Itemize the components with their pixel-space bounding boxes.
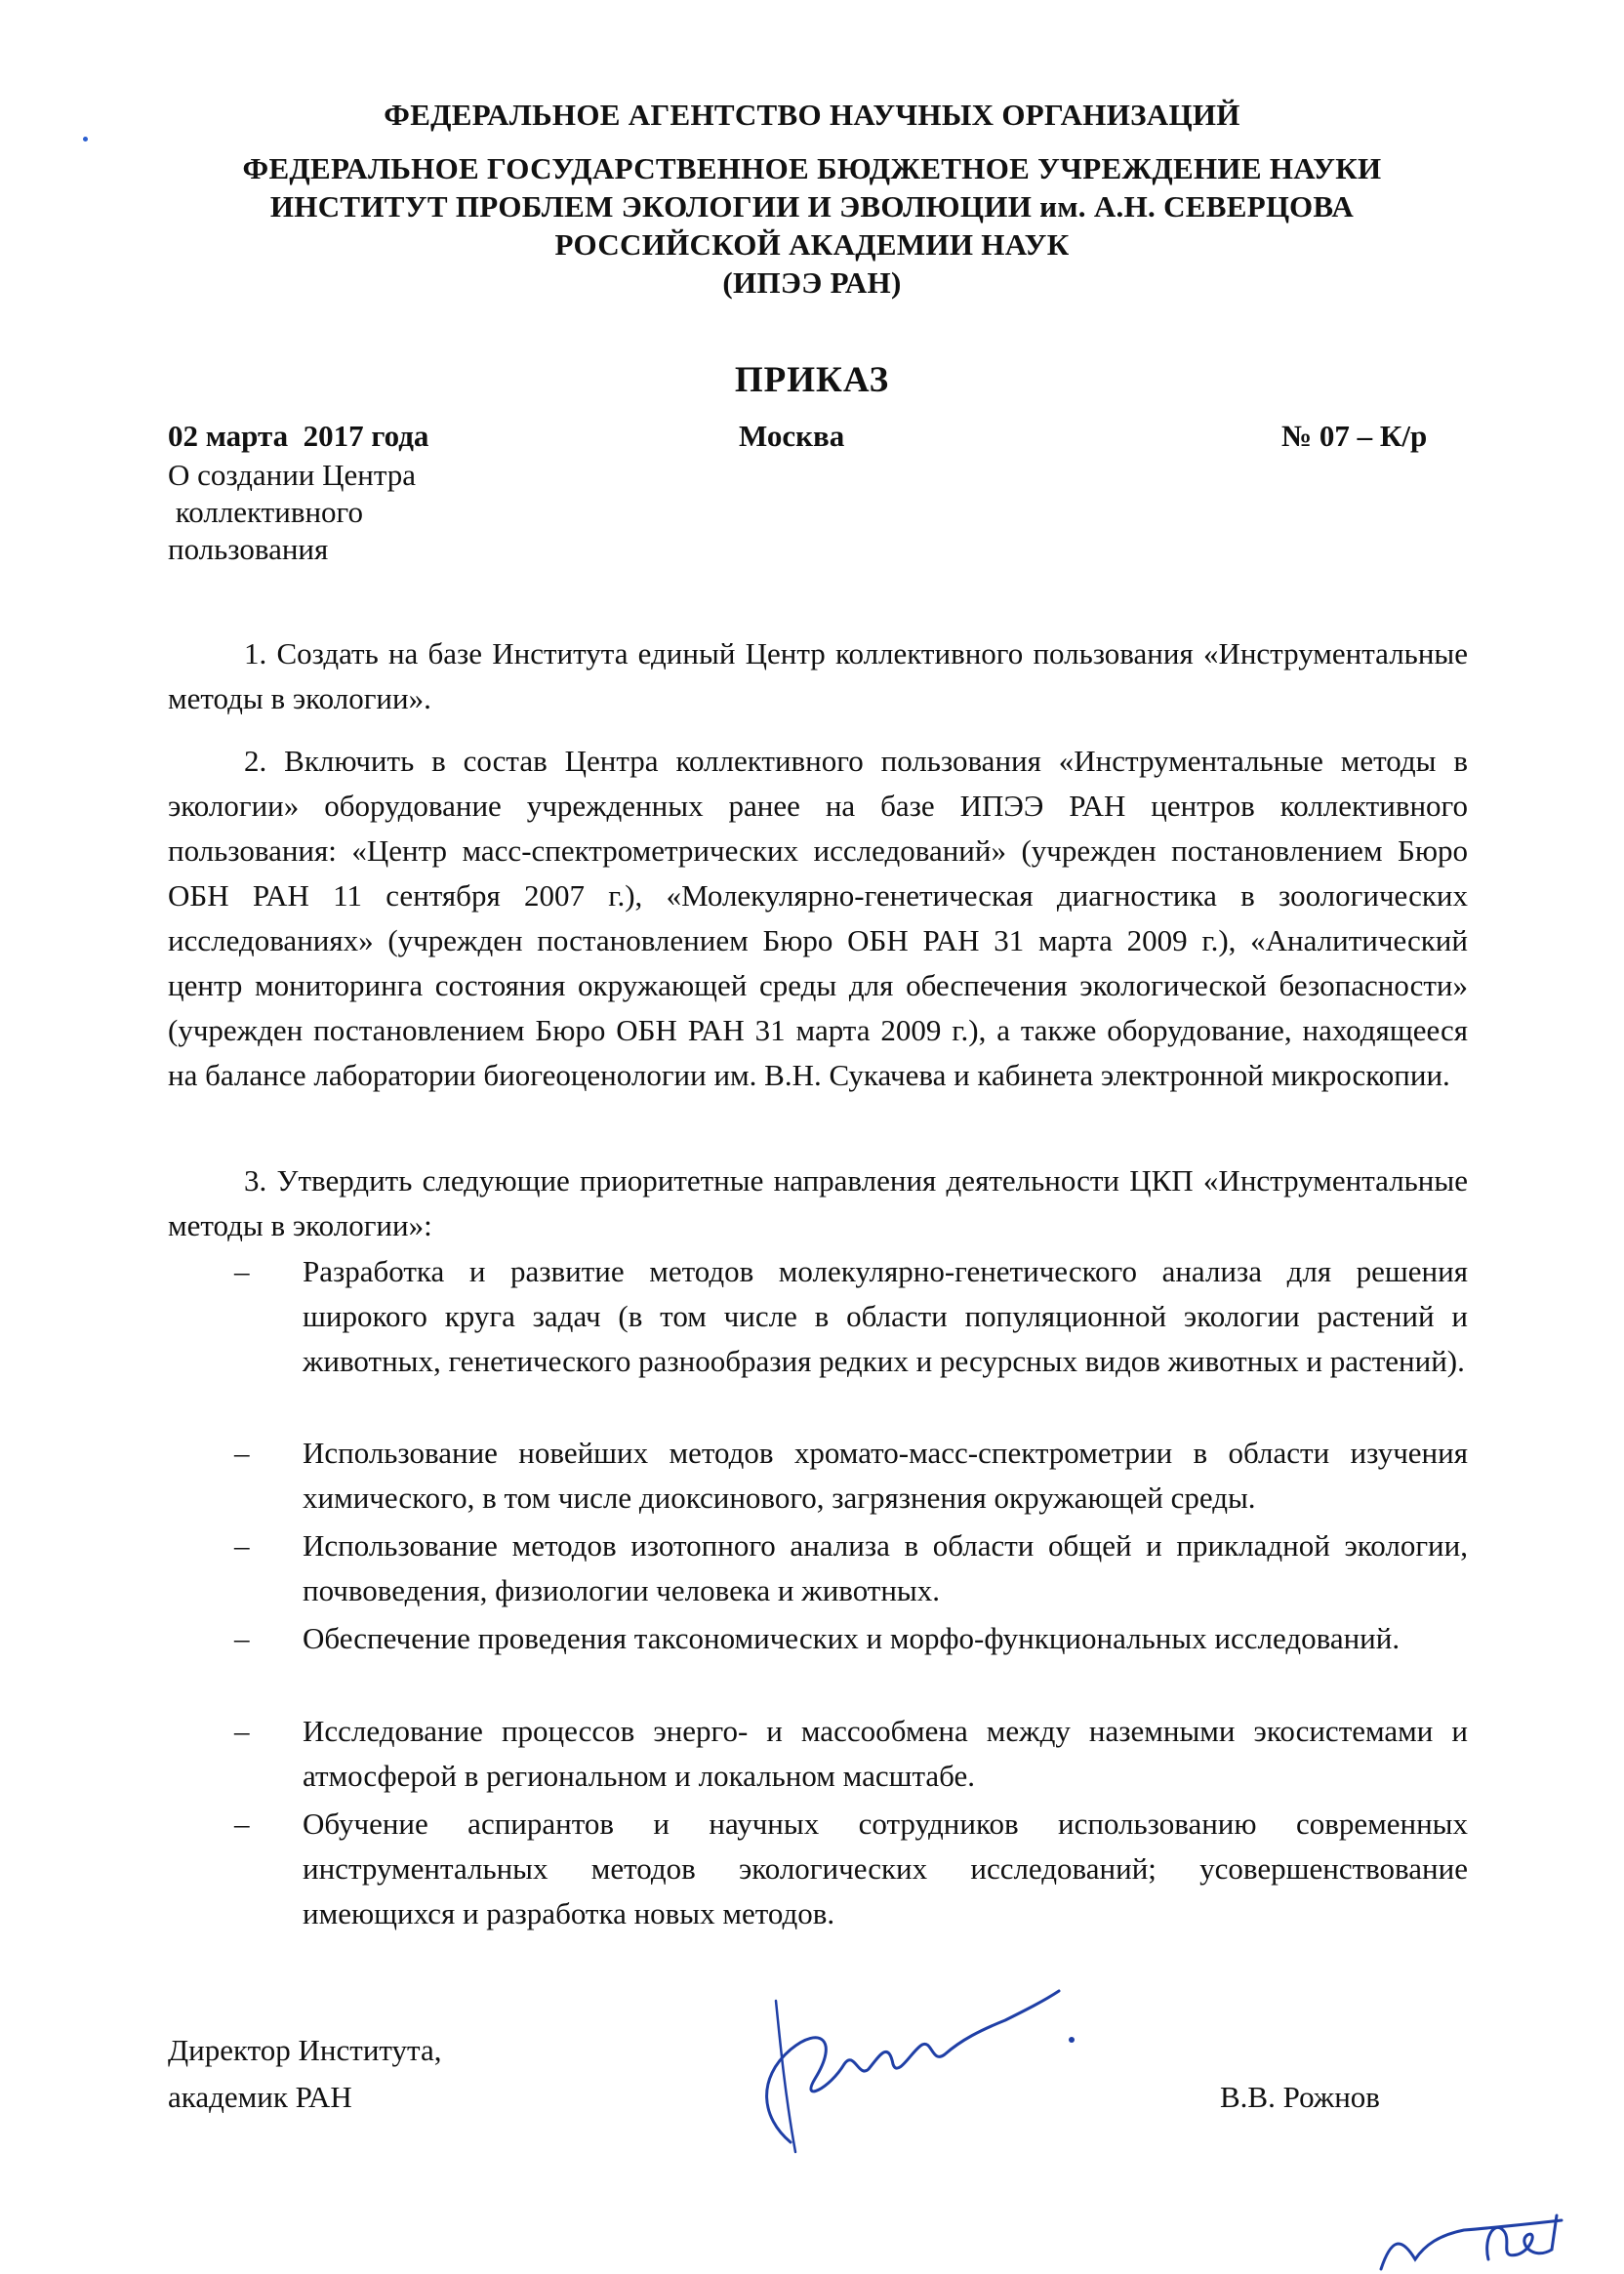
signatory-position-line-2: академик РАН [168, 2080, 352, 2114]
paragraph-1: 1. Создать на базе Института единый Центр коллективного пользования «Инструментальные методы в экологии». [168, 636, 1468, 715]
bullet-item: Использование новейших методов хромато-масс-спектрометрии в области изучения химического, в том числе диоксинового, загрязнения окружающей среды. [303, 1436, 1468, 1515]
ink-dot [83, 137, 88, 142]
institution-line-3: РОССИЙСКОЙ АКАДЕМИИ НАУК [554, 227, 1070, 262]
bullet-item: Исследование процессов энерго- и массообмена между наземными экосистемами и атмосферой в региональном и локальном масштабе. [303, 1714, 1468, 1793]
bullet-marker: – [234, 1528, 250, 1563]
order-number: № 07 – К/р [1281, 419, 1428, 453]
handwritten-signature [722, 1971, 1093, 2167]
institution-abbr: (ИПЭЭ РАН) [722, 265, 902, 300]
bullet-item: Обеспечение проведения таксономических и морфо-функциональных исследований. [303, 1621, 1401, 1655]
bullet-item: Использование методов изотопного анализа в области общей и прикладной экологии, почвоведения, физиологии человека и животных. [303, 1528, 1468, 1607]
order-date: 02 марта 2017 года [168, 419, 429, 453]
paragraph-3: 3. Утвердить следующие приоритетные направления деятельности ЦКП «Инструментальные методы в экологии»: [168, 1163, 1468, 1242]
bullet-marker: – [234, 1714, 250, 1748]
signatory-name: В.В. Рожнов [1220, 2080, 1380, 2114]
order-subject-line-1: О создании Центра [168, 458, 417, 492]
institution-line-2: ИНСТИТУТ ПРОБЛЕМ ЭКОЛОГИИ И ЭВОЛЮЦИИ им. А.Н. СЕВЕРЦОВА [269, 189, 1355, 223]
order-title: ПРИКАЗ [734, 360, 890, 400]
order-city: Москва [739, 419, 845, 453]
paragraph-2: 2. Включить в состав Центра коллективного пользования «Инструментальные методы в экологии» оборудование учрежденных ранее на базе ИПЭЭ РАН центров коллективного пользования: «Центр масс-спектрометрических исследований» (учрежден постановлением Бюро ОБН РАН 11 сентября 2007 г.), «Молекулярно-генетическая диагностика в зоологических исследованиях» (учрежден постановлением Бюро ОБН РАН 31 марта 2009 г.), «Аналитический центр мониторинга состояния окружающей среды для обеспечения экологической безопасности» (учрежден постановлением Бюро ОБН РАН 31 марта 2009 г.), а также оборудование, находящееся на балансе лаборатории биогеоценологии им. В.Н. Сукачева и кабинета электронной микроскопии. [168, 744, 1468, 1092]
agency-name: ФЕДЕРАЛЬНОЕ АГЕНТСТВО НАУЧНЫХ ОРГАНИЗАЦИЙ [384, 98, 1240, 132]
bullet-marker: – [234, 1621, 250, 1655]
bullet-marker: – [234, 1254, 250, 1288]
bullet-marker: – [234, 1807, 250, 1841]
institution-line-1: ФЕДЕРАЛЬНОЕ ГОСУДАРСТВЕННОЕ БЮДЖЕТНОЕ УЧРЕЖДЕНИЕ НАУКИ [242, 151, 1382, 185]
order-subject-line-2: коллективного [168, 495, 363, 529]
bullet-marker: – [234, 1436, 250, 1470]
signatory-position-line-1: Директор Института, [168, 2033, 442, 2067]
bullet-item: Обучение аспирантов и научных сотрудников использованию современных инструментальных методов экологических исследований; усовершенствование имеющихся и разработка новых методов. [303, 1807, 1468, 1930]
handwritten-initials [1371, 2201, 1576, 2274]
bullet-item: Разработка и развитие методов молекулярно-генетического анализа для решения широкого круга задач (в том числе в области популяционной экологии растений и животных, генетического разнообразия редких и ресурсных видов животных и растений). [303, 1254, 1468, 1378]
order-subject-line-3: пользования [168, 532, 329, 566]
